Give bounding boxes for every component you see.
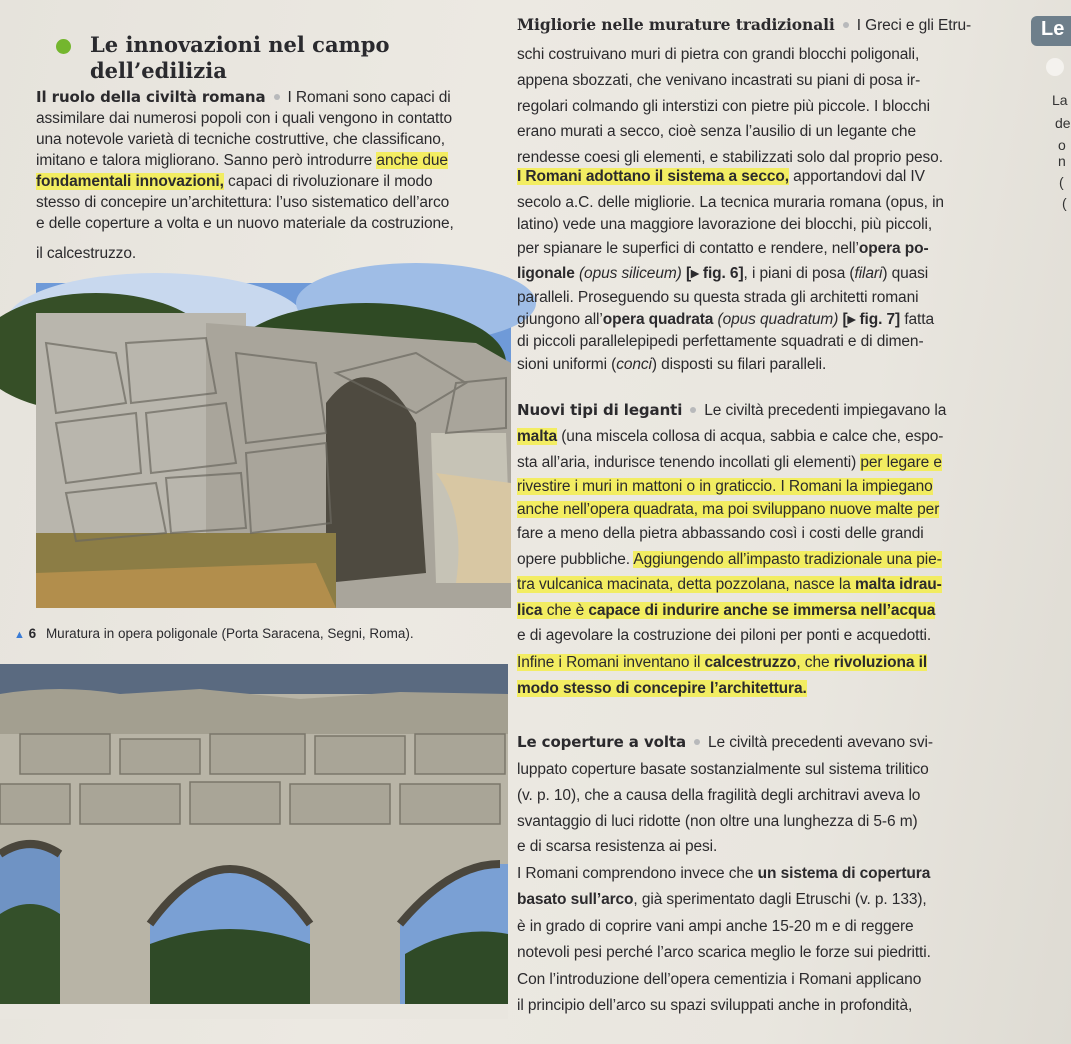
paragraph-line: il calcestruzzo. xyxy=(36,245,137,262)
text: sioni uniformi ( xyxy=(517,356,617,373)
paragraph-line xyxy=(517,238,929,259)
highlighted-text: per legare e xyxy=(860,454,942,471)
paragraph-line: e di scarsa resistenza ai pesi. xyxy=(517,838,718,855)
paragraph-line: notevoli pesi perché l’arco scarica meglio le forze sui piedritti. xyxy=(517,944,931,961)
paragraph-line: il principio dell’arco su spazi sviluppati anche in profondità, xyxy=(517,997,913,1014)
bold-term: un sistema di copertura xyxy=(757,865,931,882)
highlighted-text xyxy=(517,654,927,671)
paragraph-line xyxy=(517,499,939,520)
paragraph-line xyxy=(517,652,927,673)
bold-term: rivoluziona il xyxy=(833,654,928,671)
paragraph-line xyxy=(517,400,946,421)
text: , già sperimentato dagli Etruschi (v. p. 133), xyxy=(633,891,927,908)
paragraph-line: paralleli. Proseguendo su questa strada gli architetti romani xyxy=(517,289,919,306)
bold-term: capace di indurire anche se immersa nell’acqua xyxy=(588,602,936,619)
highlighted-bold-text: fondamentali innovazioni, xyxy=(36,173,224,190)
text: capaci di rivoluzionare il modo xyxy=(228,173,433,190)
chapter-tab-label: Le xyxy=(1041,18,1065,40)
paragraph-line: assimilare dai numerosi popoli con i quali vengono in contatto xyxy=(36,110,452,127)
paragraph-line xyxy=(517,14,971,36)
text: ) quasi xyxy=(882,265,929,282)
paragraph-line: secolo a.C. delle migliorie. La tecnica muraria romana (opus, in xyxy=(517,194,944,211)
bold-term: calcestruzzo xyxy=(704,654,797,671)
edge-fragment: ( xyxy=(1059,174,1064,190)
italic-term: (opus quadratum) xyxy=(717,311,839,328)
text: apportandovi dal IV xyxy=(793,168,925,185)
paragraph-line: regolari colmando gli interstizi con pietre più piccole. I blocchi xyxy=(517,98,930,115)
italic-term: (opus siliceum) xyxy=(578,265,682,282)
bold-term: lica xyxy=(517,602,543,619)
paragraph-line xyxy=(36,150,448,171)
paragraph-line xyxy=(517,426,943,447)
text: giungono all’ xyxy=(517,311,603,328)
photo-roman-arches xyxy=(0,664,508,1019)
text: ) disposti su filari paralleli. xyxy=(651,356,827,373)
runin-heading: Le coperture a volta xyxy=(517,733,686,751)
caption-triangle-icon: ▲ xyxy=(14,629,25,641)
paragraph-line xyxy=(36,87,451,108)
paragraph-line xyxy=(517,452,942,473)
paragraph-line: rendesse coesi gli elementi, e stabilizzati solo dal proprio peso. xyxy=(517,149,943,166)
section-title-line-1: Le innovazioni nel campo xyxy=(90,32,390,57)
text: Le civiltà precedenti impiegavano la xyxy=(704,402,947,419)
paragraph-line: erano murati a secco, cioè senza l’ausilio di un legante che xyxy=(517,123,916,140)
figure-reference: [▸ fig. 7] xyxy=(842,311,901,328)
section-bullet-icon xyxy=(56,39,71,54)
text: anche due xyxy=(376,152,448,169)
text: I Romani comprendono invece che xyxy=(517,865,754,882)
text: tra vulcanica macinata, detta xyxy=(517,576,712,593)
runin-heading: Il ruolo della civiltà romana xyxy=(36,88,266,106)
separator-dot-icon xyxy=(694,739,700,745)
paragraph-line: di piccoli parallelepipedi perfettamente squadrati e di dimen- xyxy=(517,333,924,350)
paragraph-line xyxy=(517,889,927,910)
paragraph-line: svantaggio di luci ridotte (non oltre una lunghezza di 5-6 m) xyxy=(517,813,918,830)
highlighted-text xyxy=(517,602,935,619)
edge-fragment: ( xyxy=(1062,195,1067,211)
text: sta all’aria, indurisce tenendo incollati gli elementi) xyxy=(517,454,857,471)
paragraph-line xyxy=(517,678,807,699)
paragraph-line xyxy=(36,171,433,192)
highlighted-bold-text: I Romani adottano il sistema a secco, xyxy=(517,168,789,185)
bold-term: opera po- xyxy=(858,240,929,257)
paragraph-line xyxy=(517,863,930,884)
paragraph-line: una notevole varietà di tecniche costruttive, che classificano, xyxy=(36,131,445,148)
edge-fragment: o xyxy=(1058,137,1066,153)
highlighted-text: rivestire i muri in mattoni o in graticcio. I Romani la impiegano xyxy=(517,478,933,495)
bold-term: basato sull’arco xyxy=(517,891,634,908)
text: Infine i Romani inventano il xyxy=(517,654,701,671)
bold-term: opera quadrata xyxy=(602,311,714,328)
paragraph-line xyxy=(517,263,928,284)
separator-dot-icon xyxy=(274,94,280,100)
paragraph-line xyxy=(517,354,826,375)
paragraph-line xyxy=(517,166,925,187)
text: che è xyxy=(546,602,585,619)
edge-fragment: n xyxy=(1058,153,1066,169)
text: I Greci e gli Etru- xyxy=(856,17,972,34)
figure-caption xyxy=(14,626,414,641)
text: , che xyxy=(796,654,830,671)
paragraph-line xyxy=(517,600,935,621)
section-title-line-2: dell’edilizia xyxy=(90,58,227,83)
paragraph-line: e di agevolare la costruzione dei piloni per ponti e acquedotti. xyxy=(517,627,932,644)
photo-polygonal-masonry xyxy=(36,283,511,608)
paragraph-line: Con l’introduzione dell’opera cementizia i Romani applicano xyxy=(517,971,922,988)
paragraph-line: appena sbozzati, che venivano incastrati su piani di posa ir- xyxy=(517,72,921,89)
caption-text: Muratura in opera poligonale (Porta Saracena, Segni, Roma). xyxy=(45,626,414,641)
paragraph-line: e delle coperture a volta e un nuovo materiale da costruzione, xyxy=(36,215,454,232)
paragraph-line xyxy=(517,476,933,497)
runin-heading: Nuovi tipi di leganti xyxy=(517,401,683,419)
italic-term: filari xyxy=(854,265,883,282)
paragraph-line: (v. p. 10), che a causa della fragilità degli architravi aveva lo xyxy=(517,787,921,804)
text: imitano e talora migliorano. Sanno però introdurre xyxy=(36,152,373,169)
edge-fragment: La xyxy=(1052,92,1068,108)
paragraph-line: schi costruivano muri di pietra con grandi blocchi poligonali, xyxy=(517,46,920,63)
figure-reference: [▸ fig. 6] xyxy=(685,265,744,282)
highlighted-text: anche nell’opera quadrata, ma poi sviluppano nuove malte per xyxy=(517,501,940,518)
section-title xyxy=(90,32,389,84)
highlighted-bold-text: malta xyxy=(517,428,557,445)
paragraph-line: è in grado di coprire vani ampi anche 15-20 m e di reggere xyxy=(517,918,914,935)
text: pozzolana xyxy=(715,576,786,593)
text: Le civiltà precedenti avevano svi- xyxy=(707,734,933,751)
paragraph-line xyxy=(517,549,942,570)
paragraph-line xyxy=(517,574,942,595)
text: , nasce la xyxy=(785,576,851,593)
highlighted-bold-text: modo stesso di concepire l’architettura. xyxy=(517,680,807,697)
bold-term: malta idrau- xyxy=(854,576,942,593)
highlighted-text: Aggiungendo all’impasto tradizionale una pie- xyxy=(633,551,942,568)
separator-dot-icon xyxy=(690,407,696,413)
paragraph-line xyxy=(517,309,934,330)
italic-term: conci xyxy=(616,356,652,373)
highlighted-text xyxy=(517,576,942,593)
text: fatta xyxy=(904,311,934,328)
chapter-tab xyxy=(1031,16,1071,46)
runin-heading: Migliorie nelle murature tradizionali xyxy=(517,15,835,34)
paragraph-line: stesso di concepire un’architettura: l’uso sistematico dell’arco xyxy=(36,194,450,211)
paragraph-line: fare a meno della pietra abbassando così i costi delle grandi xyxy=(517,525,924,542)
section-marker-dot xyxy=(1046,58,1064,76)
highlighted-text xyxy=(376,152,448,169)
text: , i piani di posa ( xyxy=(743,265,855,282)
text: I Romani sono capaci di xyxy=(287,89,451,106)
paragraph-line: luppato coperture basate sostanzialmente sul sistema trilitico xyxy=(517,761,929,778)
separator-dot-icon xyxy=(843,22,849,28)
text: opere pubbliche. xyxy=(517,551,631,568)
text: (una miscela collosa di acqua, sabbia e calce che, espo- xyxy=(561,428,944,445)
text: per spianare le superfici di contatto e rendere, nell’ xyxy=(517,240,859,257)
paragraph-line xyxy=(517,732,933,753)
caption-number: 6 xyxy=(28,626,37,641)
paragraph-line: latino) vede una maggiore lavorazione dei blocchi, più piccoli, xyxy=(517,216,933,233)
bold-term: ligonale xyxy=(517,265,575,282)
edge-fragment: de xyxy=(1055,115,1071,131)
